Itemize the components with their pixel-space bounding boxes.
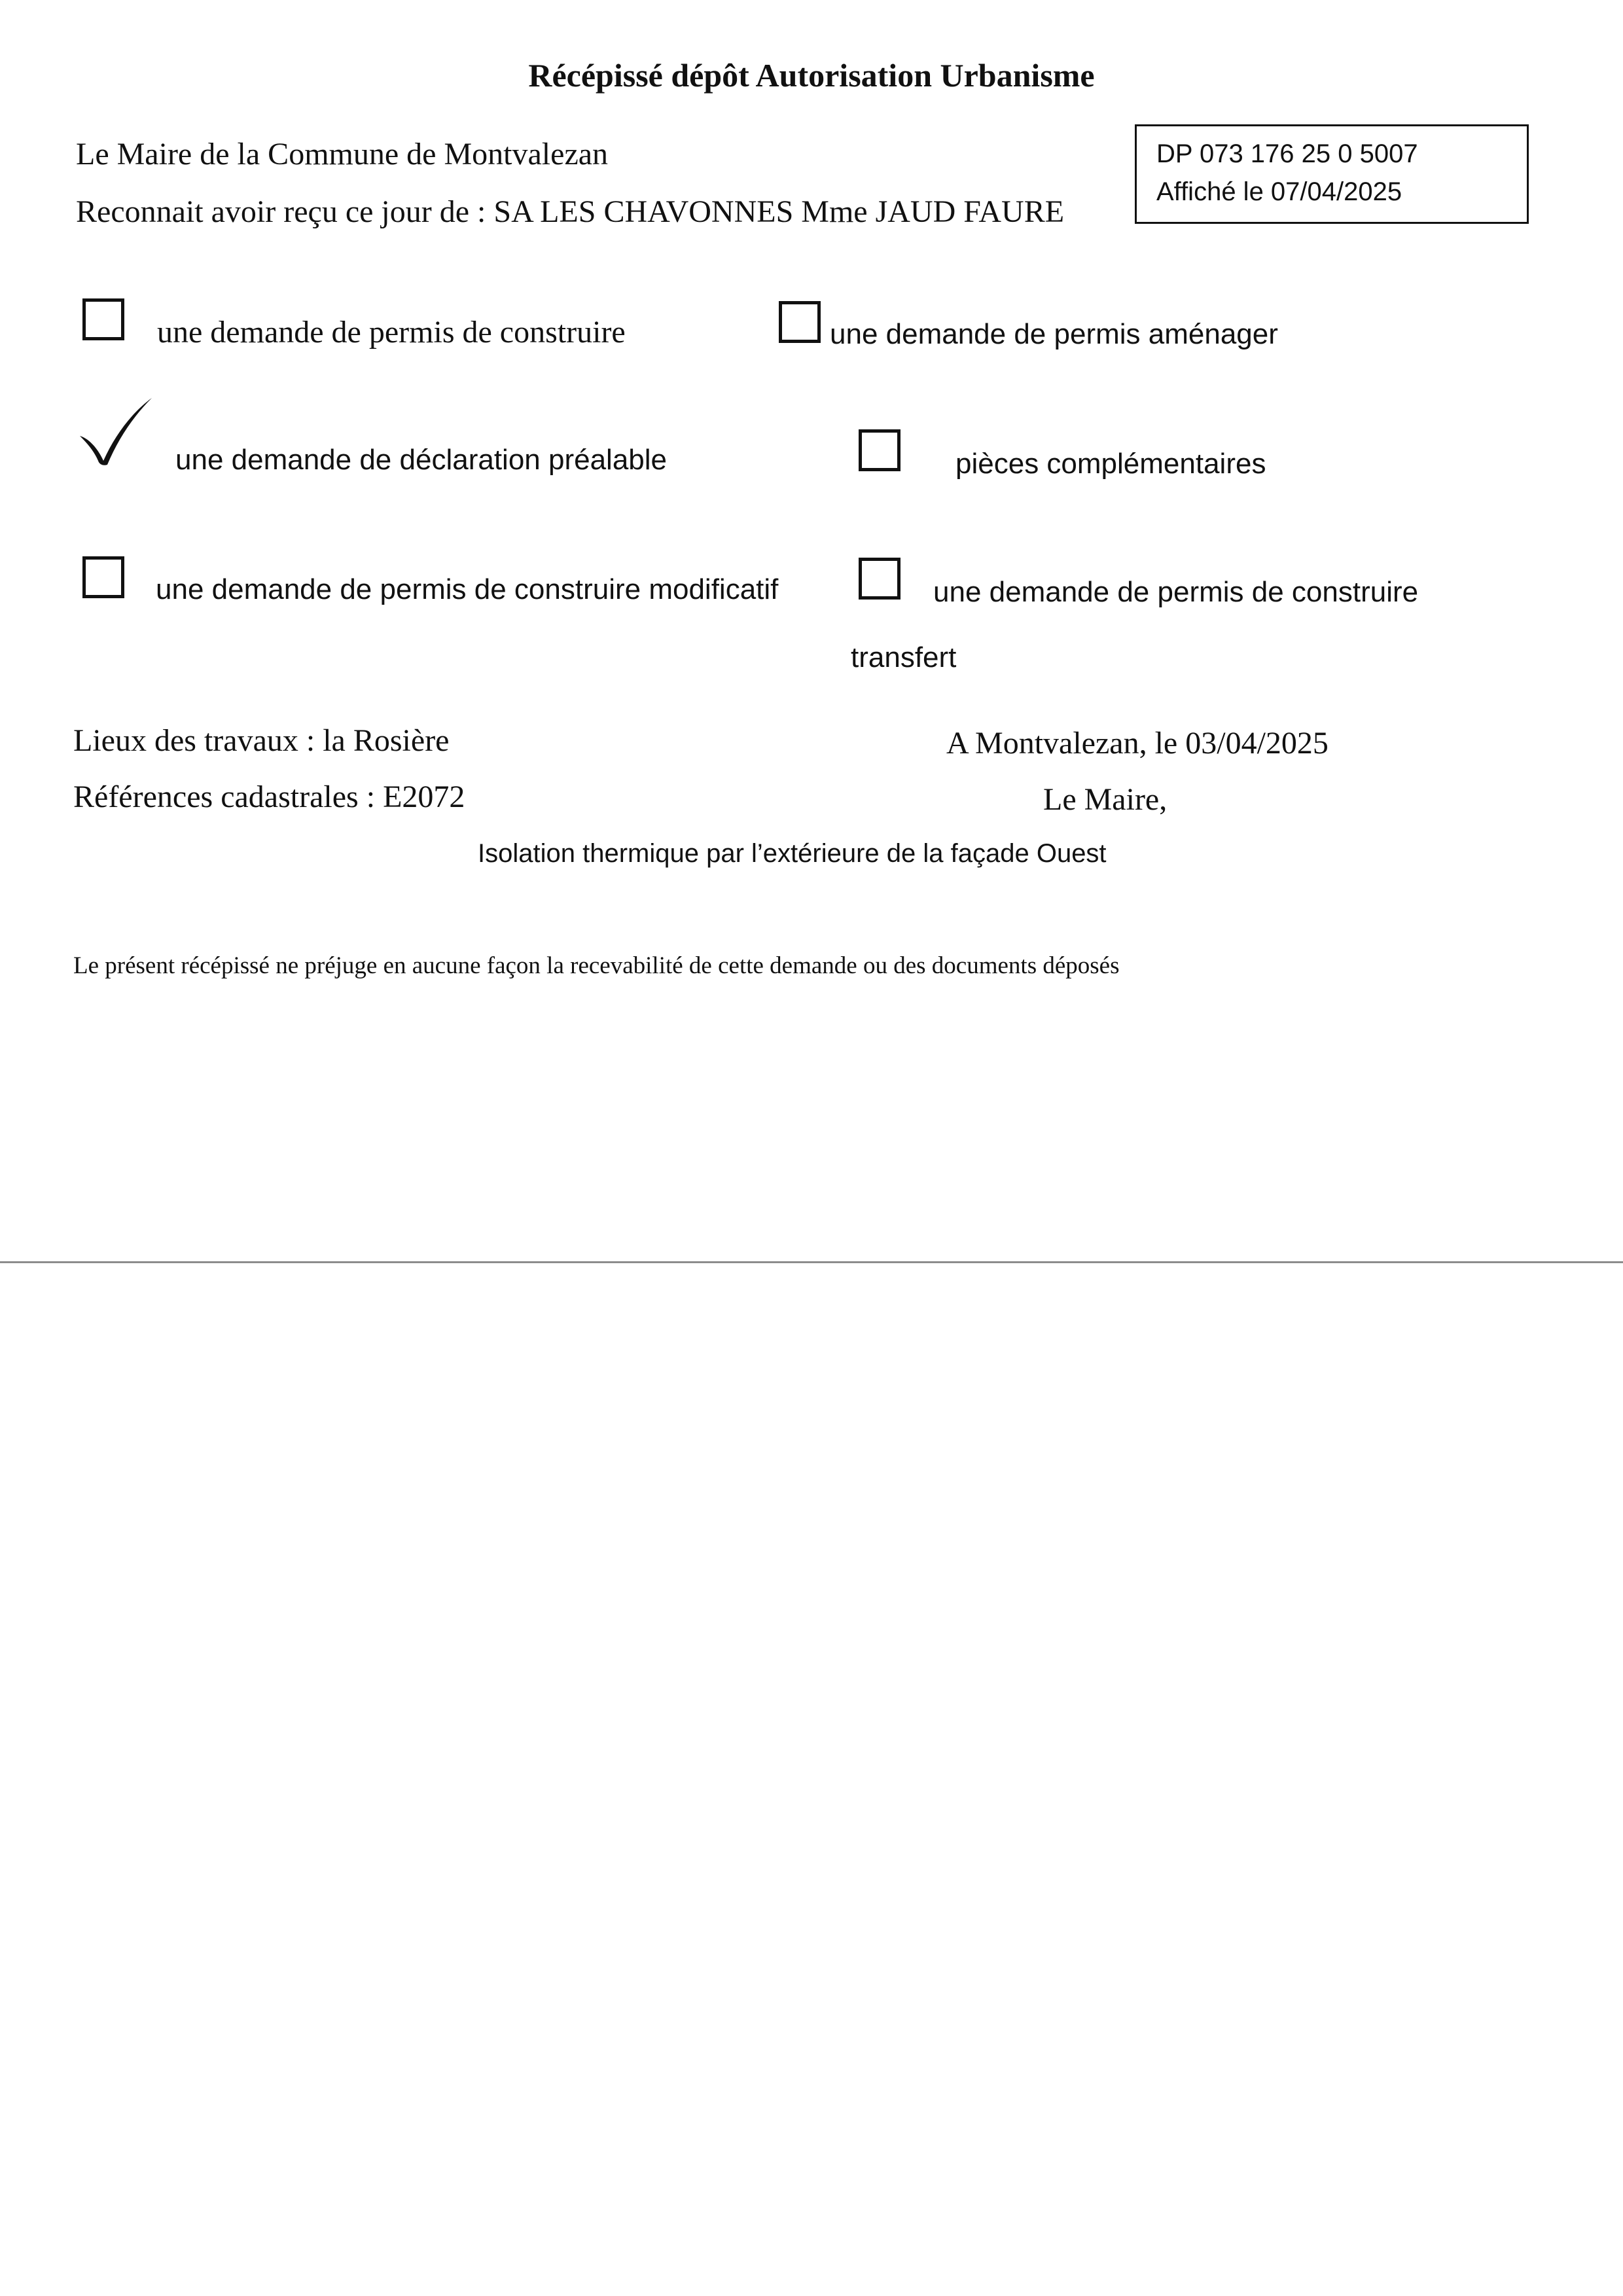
checkbox-permis-modificatif[interactable] <box>82 556 124 598</box>
file-number: DP 073 176 25 0 5007 <box>1156 139 1418 168</box>
option-label-permis-construire: une demande de permis de construire <box>157 315 626 350</box>
checkbox-permis-construire[interactable] <box>82 298 124 340</box>
project-description: Isolation thermique par l’extérieure de la façade Ouest <box>478 839 1107 868</box>
checkbox-permis-transfert[interactable] <box>859 558 901 600</box>
reference-box <box>1135 124 1529 224</box>
option-label-pieces-complementaires: pièces complémentaires <box>955 448 1266 480</box>
posted-date: Affiché le 07/04/2025 <box>1156 177 1402 206</box>
option-label-declaration-prealable: une demande de déclaration préalable <box>175 444 668 476</box>
disclaimer: Le présent récépissé ne préjuge en aucune façon la recevabilité de cette demande ou des documents déposés <box>73 952 1120 979</box>
place-and-date: A Montvalezan, le 03/04/2025 <box>946 726 1329 761</box>
option-label-permis-modificatif: une demande de permis de construire modificatif <box>156 573 779 605</box>
page-divider <box>0 1261 1623 1263</box>
option-label-permis-transfert-continuation: transfert <box>851 641 957 673</box>
document-title: Récépissé dépôt Autorisation Urbanisme <box>528 57 1095 94</box>
works-location: Lieux des travaux : la Rosière <box>73 723 450 758</box>
cadastral-references: Références cadastrales : E2072 <box>73 780 465 814</box>
signatory: Le Maire, <box>1043 782 1168 817</box>
option-label-permis-amenager: une demande de permis aménager <box>830 318 1278 350</box>
checkbox-pieces-complementaires[interactable] <box>859 429 901 471</box>
mayor-line: Le Maire de la Commune de Montvalezan <box>76 137 609 171</box>
checkbox-permis-amenager[interactable] <box>779 301 821 343</box>
checkmark-icon[interactable] <box>76 395 154 467</box>
option-label-permis-transfert: une demande de permis de construire <box>933 576 1419 608</box>
received-from-line: Reconnait avoir reçu ce jour de : SA LES CHAVONNES Mme JAUD FAURE <box>76 194 1065 229</box>
